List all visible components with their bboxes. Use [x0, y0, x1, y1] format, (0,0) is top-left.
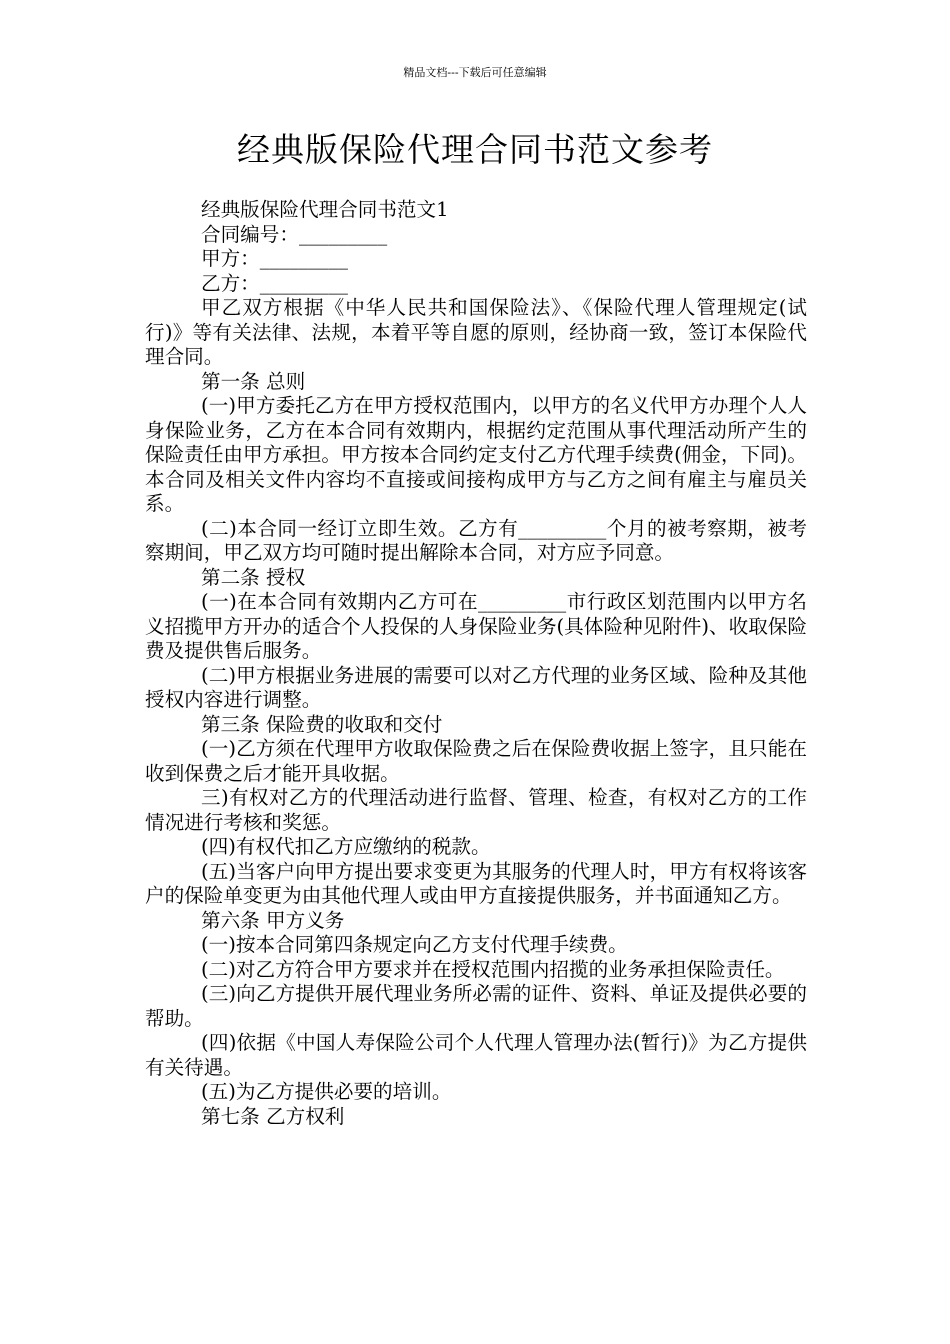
- paragraph: (五)为乙方提供必要的培训。: [201, 1080, 452, 1103]
- paragraph: 第二条 授权: [201, 565, 306, 589]
- paragraph: 甲方：_________: [201, 247, 348, 270]
- document-body: [145, 198, 807, 1129]
- paragraph: (一)甲方委托乙方在甲方授权范围内，以甲方的名义代甲方办理个人人身保险业务，乙方在本合同有效期内，根据约定范围从事代理活动所产生的保险责任由甲方承担。甲方按本合同约定支付乙方代理手续费(佣金，下同)。本合同及相关文件内容均不直接或间接构成甲方与乙方之间有雇主与雇员关系。: [145, 394, 807, 515]
- paragraph: 第七条 乙方权利: [201, 1104, 345, 1128]
- paragraph: (一)在本合同有效期内乙方可在_________市行政区划范围内以甲方名义招揽甲方开办的适合个人投保的人身保险业务(具体险种见附件)、收取保险费及提供售后服务。: [145, 590, 807, 662]
- paragraph: (二)对乙方符合甲方要求并在授权范围内招揽的业务承担保险责任。: [201, 957, 785, 981]
- paragraph: (一)乙方须在代理甲方收取保险费之后在保险费收据上签字，且只能在收到保费之后才能开具收据。: [145, 737, 807, 785]
- paragraph: (三)向乙方提供开展代理业务所必需的证件、资料、单证及提供必要的帮助。: [145, 982, 807, 1030]
- paragraph: (二)本合同一经订立即生效。乙方有_________个月的被考察期，被考察期间，甲乙双方均可随时提出解除本合同，对方应予同意。: [145, 516, 807, 564]
- paragraph: 合同编号：_________: [201, 222, 388, 246]
- paragraph: 经典版保险代理合同书范文1: [201, 198, 449, 221]
- paragraph: 第一条 总则: [201, 369, 306, 393]
- paragraph: (一)按本合同第四条规定向乙方支付代理手续费。: [201, 933, 628, 956]
- paragraph: 第六条 甲方义务: [201, 908, 345, 932]
- paragraph: 第三条 保险费的收取和交付: [201, 712, 443, 736]
- document-title: 经典版保险代理合同书范文参考: [237, 130, 713, 169]
- paragraph: (四)有权代扣乙方应缴纳的税款。: [201, 835, 491, 858]
- paragraph: (四)依据《中国人寿保险公司个人代理人管理办法(暂行)》为乙方提供有关待遇。: [145, 1031, 807, 1079]
- paragraph: 三)有权对乙方的代理活动进行监督、管理、检查，有权对乙方的工作情况进行考核和奖惩。: [145, 786, 807, 834]
- paragraph: (二)甲方根据业务进展的需要可以对乙方代理的业务区域、险种及其他授权内容进行调整。: [145, 663, 807, 711]
- paragraph: 乙方：_________: [201, 271, 348, 295]
- paragraph: 甲乙双方根据《中华人民共和国保险法》、《保险代理人管理规定(试行)》等有关法律、法规，本着平等自愿的原则，经协商一致，签订本保险代理合同。: [145, 296, 807, 368]
- paragraph: (五)当客户向甲方提出要求变更为其服务的代理人时，甲方有权将该客户的保险单变更为由其他代理人或由甲方直接提供服务，并书面通知乙方。: [145, 859, 807, 907]
- page-header: 精品文档---下载后可任意编辑: [403, 66, 547, 79]
